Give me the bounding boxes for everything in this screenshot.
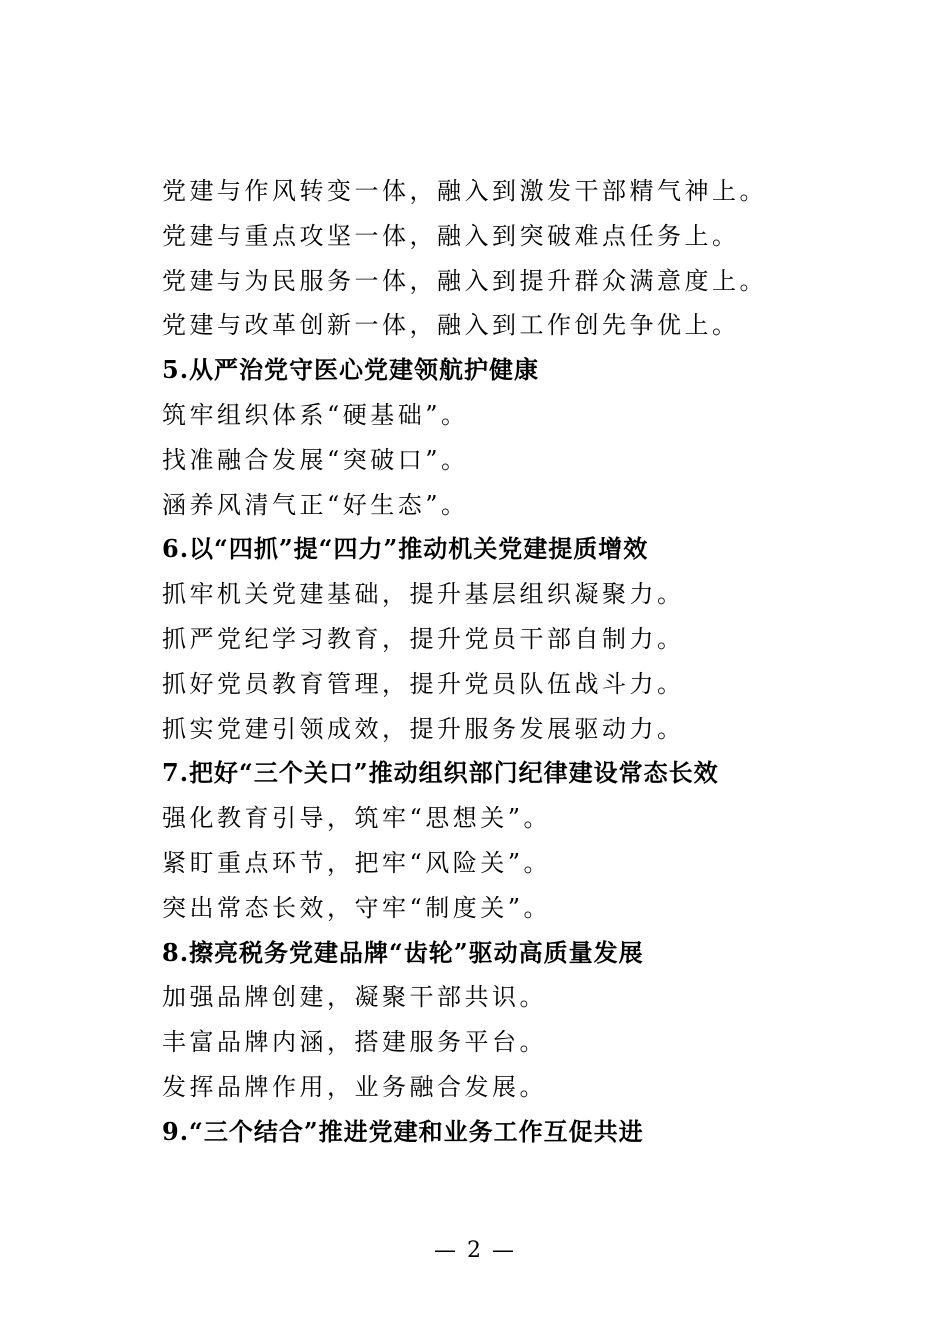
page-number: — 2 — <box>434 1238 516 1263</box>
body-line: 突出常态长效，守牢“制度关”。 <box>162 893 552 922</box>
body-line: 抓实党建引领成效，提升服务发展驱动力。 <box>162 714 685 743</box>
section-heading-7: 7.把好“三个关口”推动组织部门纪律建设常态长效 <box>162 758 719 788</box>
body-line: 加强品牌创建，凝聚干部共识。 <box>162 983 547 1012</box>
body-line: 筑牢组织体系“硬基础”。 <box>162 400 469 429</box>
body-line: 党建与为民服务一体，融入到提升群众满意度上。 <box>162 266 767 295</box>
body-line: 紧盯重点环节，把牢“风险关”。 <box>162 848 552 877</box>
section-heading-5: 5.从严治党守医心党建领航护健康 <box>162 355 540 385</box>
body-line: 涵养风清气正“好生态”。 <box>162 490 469 519</box>
section-heading-9: 9.“三个结合”推进党建和业务工作互促共进 <box>162 1116 644 1146</box>
body-line: 强化教育引导，筑牢“思想关”。 <box>162 804 552 833</box>
body-line: 党建与改革创新一体，融入到工作创先争优上。 <box>162 311 740 340</box>
body-line: 丰富品牌内涵，搭建服务平台。 <box>162 1028 547 1057</box>
body-line: 党建与作风转变一体，融入到激发干部精气神上。 <box>162 177 767 205</box>
body-line: 找准融合发展“突破口”。 <box>162 445 469 474</box>
section-heading-6: 6.以“四抓”提“四力”推动机关党建提质增效 <box>162 534 649 564</box>
body-line: 抓牢机关党建基础，提升基层组织凝聚力。 <box>162 580 685 609</box>
body-line: 党建与重点攻坚一体，融入到突破难点任务上。 <box>162 221 740 250</box>
section-heading-8: 8.擦亮税务党建品牌“齿轮”驱动高质量发展 <box>162 937 644 967</box>
body-line: 抓好党员教育管理，提升党员队伍战斗力。 <box>162 669 685 698</box>
document-body <box>162 169 862 1155</box>
body-line: 抓严党纪学习教育，提升党员干部自制力。 <box>162 624 685 653</box>
body-line: 发挥品牌作用，业务融合发展。 <box>162 1072 547 1101</box>
